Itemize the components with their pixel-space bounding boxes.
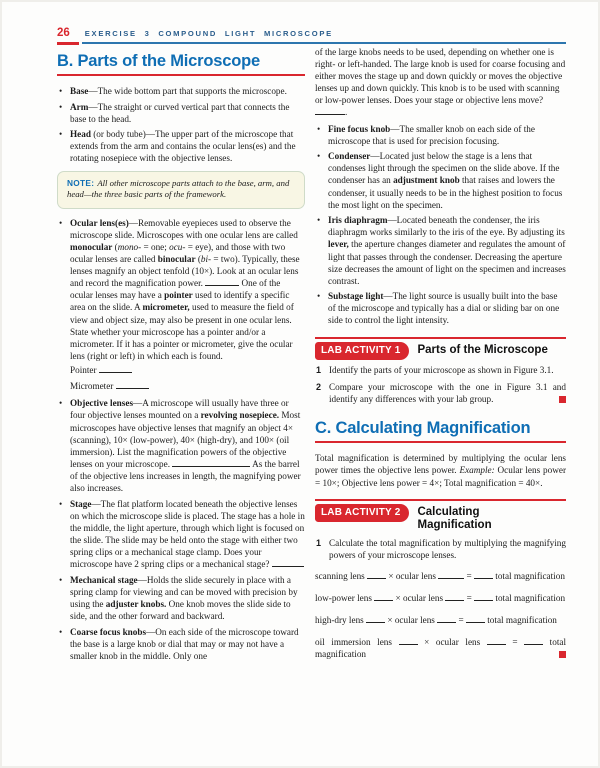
- step-number: 1: [316, 537, 322, 548]
- fill-in-blank: [399, 636, 418, 645]
- bullet-item-mechanical-stage: • Mechanical stage—Holds the slide securely in place with a spring clamp for viewing and can be moved with precision by using the adjuster knobs. One knob moves the slide side to side, and the other forward and backward.: [57, 574, 305, 622]
- lab-activity-1-title: Parts of the Microscope: [417, 343, 548, 356]
- step-item: 1 Calculate the total magnification by multiplying the magnifying powers of your microscope lenses.: [316, 537, 566, 560]
- lab-activity-2-badge: LAB ACTIVITY 2: [315, 504, 409, 522]
- fill-in-blank: [272, 558, 304, 567]
- right-column: [315, 46, 566, 668]
- running-header-title: EXERCISE 3 COMPOUND LIGHT MICROSCOPE: [84, 29, 333, 38]
- bullet-item-coarse-focus-knobs: • Coarse focus knobs—On each side of the microscope toward the base is a large knob or dial that may or may not have a smaller knob in the middle. Only one: [57, 626, 305, 662]
- bullet-item-stage: • Stage—The flat platform located beneath the objective lenses on which the microscope slide is placed. The stage has a hole in the middle, the light aperture, through which light is focused on the slide. The slide may be held onto the stage with either two spring clips or a mechanical stage clamp. Does your microscope have 2 spring clips or a mechanical stage?: [57, 498, 305, 571]
- fill-in-blank: [367, 570, 386, 579]
- formula-low-power: low-power lens × ocular lens = total magnification: [315, 593, 566, 604]
- parts-list-bottom: [57, 217, 305, 662]
- bullet-item-fine-focus-knob: • Fine focus knob—The smaller knob on each side of the microscope that is used for precision focusing.: [315, 123, 566, 147]
- bullet-item-ocular-lens: • Ocular lens(es)—Removable eyepieces used to observe the microscope slide. Microscopes with one ocular lens are called monocular (mono- = one; ocu- = eye), and those with two ocular lenses are called binocular (bi- = two). Typically, these lenses magnify an object tenfold (10×). Look at an ocular lens and record the magnification power. One of the ocular lenses may have a pointer used to identify a specific area on the slide. A micrometer, used to measure the field of view and object size, may also be present in one ocular lens. State whether your microscope has a pointer and/or a micrometer. If it has a pointer or micrometer, give the ocular lens (right or left) in which each is found. Pointer Micrometer: [57, 217, 305, 394]
- note-label: NOTE:: [67, 177, 95, 188]
- step-item: 1 Identify the parts of your microscope as shown in Figure 3.1.: [316, 364, 554, 375]
- bullet-item-arm: • Arm—The straight or curved vertical part that connects the base to the head.: [57, 101, 305, 125]
- coarse-focus-continuation: of the large knobs needs to be used, depending on whether one is right- or left-handed. The large knob is used for coarse focusing and either moves the stage up and down quickly or moves the objective lenses up and down quickly. This knob is to be used with scanning or low-power lenses. Does your stage or objective lens move? .: [315, 47, 566, 118]
- step-number: 1: [316, 364, 322, 375]
- fill-in-blank: [445, 592, 464, 601]
- parts-list-top: [57, 85, 305, 165]
- fill-in-blank: [487, 636, 506, 645]
- bullet-item-head: • Head (or body tube)—The upper part of the microscope that extends from the arm and contains the ocular lens(es) and the rotating nosepiece with the objective lenses.: [57, 128, 305, 164]
- header-rule-blue-segment: [82, 42, 566, 44]
- formula-oil-immersion: oil immersion lens × ocular lens = total magnification: [315, 636, 567, 660]
- note-text: All other microscope parts attach to the base, arm, and head—the three basic parts of the framework.: [67, 177, 290, 200]
- lab-activity-1-steps: [315, 364, 566, 406]
- parts-list-right: [315, 123, 566, 327]
- lab-activity-1: [315, 337, 566, 406]
- fill-in-blank: [437, 614, 456, 623]
- bullet-item-substage-light: • Substage light—The light source is usually built into the base of the microscope and typically has a dial or sliding bar on one side to control the light intensity.: [315, 290, 566, 326]
- micrometer-fill-line: Micrometer: [70, 380, 305, 394]
- lab-activity-1-badge: LAB ACTIVITY 1: [315, 342, 409, 360]
- fill-in-blank: [116, 380, 149, 389]
- lab-activity-2: [315, 499, 566, 661]
- magnification-formulas: [315, 570, 566, 661]
- fill-in-blank: [474, 592, 493, 601]
- note-box: [57, 171, 305, 209]
- fill-in-blank: [205, 277, 239, 286]
- end-of-activity-marker: [559, 396, 566, 403]
- formula-scanning: scanning lens × ocular lens = total magnification: [315, 571, 565, 582]
- header-rule: [57, 42, 566, 45]
- fill-in-blank: [172, 458, 250, 467]
- fill-in-blank: [474, 570, 493, 579]
- fill-in-blank: [524, 636, 543, 645]
- fill-in-blank: [374, 592, 393, 601]
- header-rule-red-segment: [57, 42, 79, 45]
- fill-in-blank: [366, 614, 385, 623]
- bullet-item-iris-diaphragm: • Iris diaphragm—Located beneath the condenser, the iris diaphragm works similarly to the iris of the eye. By adjusting its lever, the aperture changes diameter and regulates the amount of light that passes through the condenser. Decreasing the aperture size decreases the amount of light on the specimen and increases contrast.: [315, 214, 566, 287]
- bullet-item-base: • Base—The wide bottom part that supports the microscope.: [57, 85, 305, 97]
- fill-in-blank: [438, 570, 464, 579]
- pointer-fill-line: Pointer: [70, 364, 305, 378]
- fill-in-blank: [315, 106, 345, 115]
- section-c-title: C. Calculating Magnification: [315, 419, 566, 443]
- lab-activity-2-title: Calculating Magnification: [417, 505, 492, 532]
- step-item: 2 Compare your microscope with the one in Figure 3.1 and identify any differences with your lab group.: [316, 381, 566, 404]
- bullet-item-condenser: • Condenser—Located just below the stage is a lens that condenses light through the specimen on the slide above. If the condenser has an adjustment knob that raises and lowers the condenser, it usually needs to be in the highest position to focus the most light on the specimen.: [315, 150, 566, 210]
- page-header: [57, 27, 566, 45]
- left-column: [57, 52, 305, 665]
- page-number: 26: [57, 27, 70, 39]
- fill-in-blank: [99, 364, 132, 373]
- lab-activity-2-steps: [315, 537, 566, 561]
- formula-high-dry: high-dry lens × ocular lens = total magnification: [315, 614, 557, 625]
- section-b-title: B. Parts of the Microscope: [57, 52, 305, 76]
- fill-in-blank: [466, 614, 485, 623]
- magnification-paragraph: Total magnification is determined by multiplying the ocular lens power times the objective lens power. Example: Ocular lens power = 10×; Objective lens power = 4×; Total magnification = 40×.: [315, 453, 567, 488]
- bullet-item-objective-lenses: • Objective lenses—A microscope will usually have three or four objective lenses mounted on a revolving nosepiece. Most microscopes have objective lenses that magnify an object 4× (scanning), 10× (low-power), 40× (high-dry), and 100× (oil immersion). List the magnification powers of the objective lenses on your microscope. As the barrel of the objective lens increases in length, the magnifying power also increases.: [57, 397, 305, 494]
- end-of-activity-marker: [559, 651, 566, 658]
- step-number: 2: [316, 381, 322, 392]
